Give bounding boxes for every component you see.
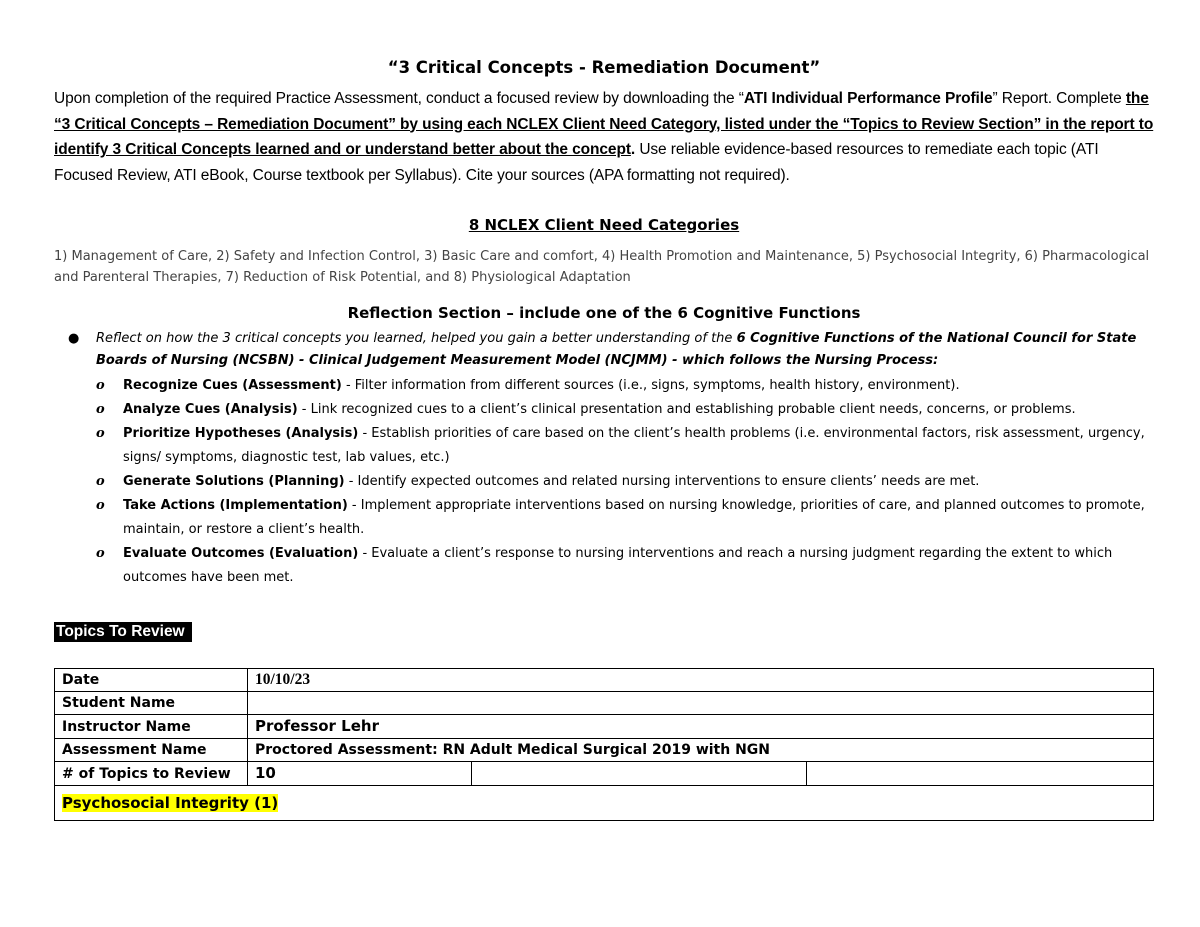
- table-row: [55, 715, 1154, 739]
- list-item: [54, 374, 1154, 398]
- category-highlight: Psychosocial Integrity (1): [62, 793, 279, 812]
- categories-heading: 8 NCLEX Client Need Categories: [468, 216, 740, 234]
- document-title: “3 Critical Concepts - Remediation Document”: [387, 58, 821, 77]
- reflection-text: Reflect on how the 3 critical concepts you learned, helped you gain a better understanding of the: [96, 331, 737, 346]
- sub-bullet-icon: o: [96, 426, 105, 441]
- empty-cell[interactable]: [807, 762, 1154, 786]
- empty-cell[interactable]: [472, 762, 807, 786]
- instructor-name-text: Professor Lehr: [255, 717, 379, 735]
- sub-bullet-icon: o: [96, 498, 105, 513]
- category-row[interactable]: [55, 786, 1154, 821]
- function-description: - Establish priorities of care based on the client’s health problems (i.e. environmental factors, risk assessment, urgency, signs/ symptoms, diagnostic test, lab values, etc.): [123, 426, 1145, 465]
- list-item: [54, 542, 1154, 590]
- assessment-info-table: [54, 668, 1154, 821]
- function-description: - Identify expected outcomes and related nursing interventions to ensure clients’ needs are met.: [344, 474, 980, 489]
- table-row: [55, 692, 1154, 715]
- intro-text-3: Use reliable evidence-based resources to remediate each topic (ATI Focused Review, ATI eBook, Course textbook per Syllabus). Cite your sources (APA formatting not required).: [54, 141, 1099, 184]
- intro-paragraph: [54, 86, 1154, 188]
- cognitive-functions-list: [54, 374, 1154, 590]
- function-name: Take Actions (Implementation): [123, 498, 348, 513]
- instructor-name-value[interactable]: [248, 715, 1154, 739]
- function-name: Evaluate Outcomes (Evaluation): [123, 546, 359, 561]
- intro-instruction: the “3 Critical Concepts – Remediation Document” by using each NCLEX Client Need Category, listed under the “Topics to Review Section” in the report to identify 3 Critical Concepts learned and or understand better about the concept: [54, 90, 1154, 158]
- reflection-emphasis: 6 Cognitive Functions of the National Council for State Boards of Nursing (NCSBN) - Clinical Judgement Measurement Model (NCJMM) - which follows the Nursing Process:: [96, 331, 1137, 368]
- table-row: [55, 669, 1154, 692]
- reflection-heading: Reflection Section – include one of the 6 Cognitive Functions: [347, 304, 861, 322]
- student-name-value[interactable]: [248, 692, 1154, 715]
- instructor-name-label: Instructor Name: [55, 715, 248, 739]
- date-text: 10/10/23: [255, 671, 311, 688]
- topics-count-value[interactable]: [248, 762, 472, 786]
- student-name-label: Student Name: [55, 692, 248, 715]
- assessment-name-label: Assessment Name: [55, 739, 248, 762]
- function-name: Prioritize Hypotheses (Analysis): [123, 426, 359, 441]
- list-item: [54, 422, 1154, 470]
- date-label: Date: [55, 669, 248, 692]
- function-description: - Link recognized cues to a client’s clinical presentation and establishing probable client needs, concerns, or problems.: [297, 402, 1076, 417]
- function-description: - Filter information from different sources (i.e., signs, symptoms, health history, environment).: [341, 378, 960, 393]
- list-item: [54, 494, 1154, 542]
- table-row: [55, 739, 1154, 762]
- table-row: [55, 762, 1154, 786]
- intro-text-1: Upon completion of the required Practice Assessment, conduct a focused review by downloading the “: [54, 90, 744, 107]
- function-name: Analyze Cues (Analysis): [123, 402, 298, 417]
- reflection-bullet: [54, 328, 1154, 372]
- intro-text-2: ” Report. Complete: [992, 90, 1126, 107]
- list-item: [54, 398, 1154, 422]
- sub-bullet-icon: o: [96, 402, 105, 417]
- document-page: [54, 56, 1154, 642]
- topics-count-label: # of Topics to Review: [55, 762, 248, 786]
- sub-bullet-icon: o: [96, 378, 105, 393]
- assessment-name-value[interactable]: Proctored Assessment: RN Adult Medical Surgical 2019 with NGN: [248, 739, 1154, 762]
- sub-bullet-icon: o: [96, 474, 105, 489]
- topics-count-text: 10: [255, 764, 276, 782]
- list-item: [54, 470, 1154, 494]
- intro-report-name: ATI Individual Performance Profile: [743, 90, 993, 107]
- function-description: - Implement appropriate interventions based on nursing knowledge, priorities of care, and planned outcomes to promote, maintain, or restore a client’s health.: [123, 498, 1145, 537]
- intro-period: .: [630, 141, 636, 158]
- table-row: [55, 786, 1154, 821]
- function-name: Generate Solutions (Planning): [123, 474, 345, 489]
- function-name: Recognize Cues (Assessment): [123, 378, 342, 393]
- date-value[interactable]: [248, 669, 1154, 692]
- categories-list: 1) Management of Care, 2) Safety and Infection Control, 3) Basic Care and comfort, 4) Health Promotion and Maintenance, 5) Psychosocial Integrity, 6) Pharmacological and Parenteral Therapies, 7) Reduction of Risk Potential, and 8) Physiological Adaptation: [54, 249, 1150, 285]
- sub-bullet-icon: o: [96, 546, 105, 561]
- topics-to-review-label: Topics To Review: [54, 622, 192, 642]
- function-description: - Evaluate a client’s response to nursing interventions and reach a nursing judgment regarding the extent to which outcomes have been met.: [123, 546, 1113, 585]
- bullet-icon: ●: [68, 331, 80, 346]
